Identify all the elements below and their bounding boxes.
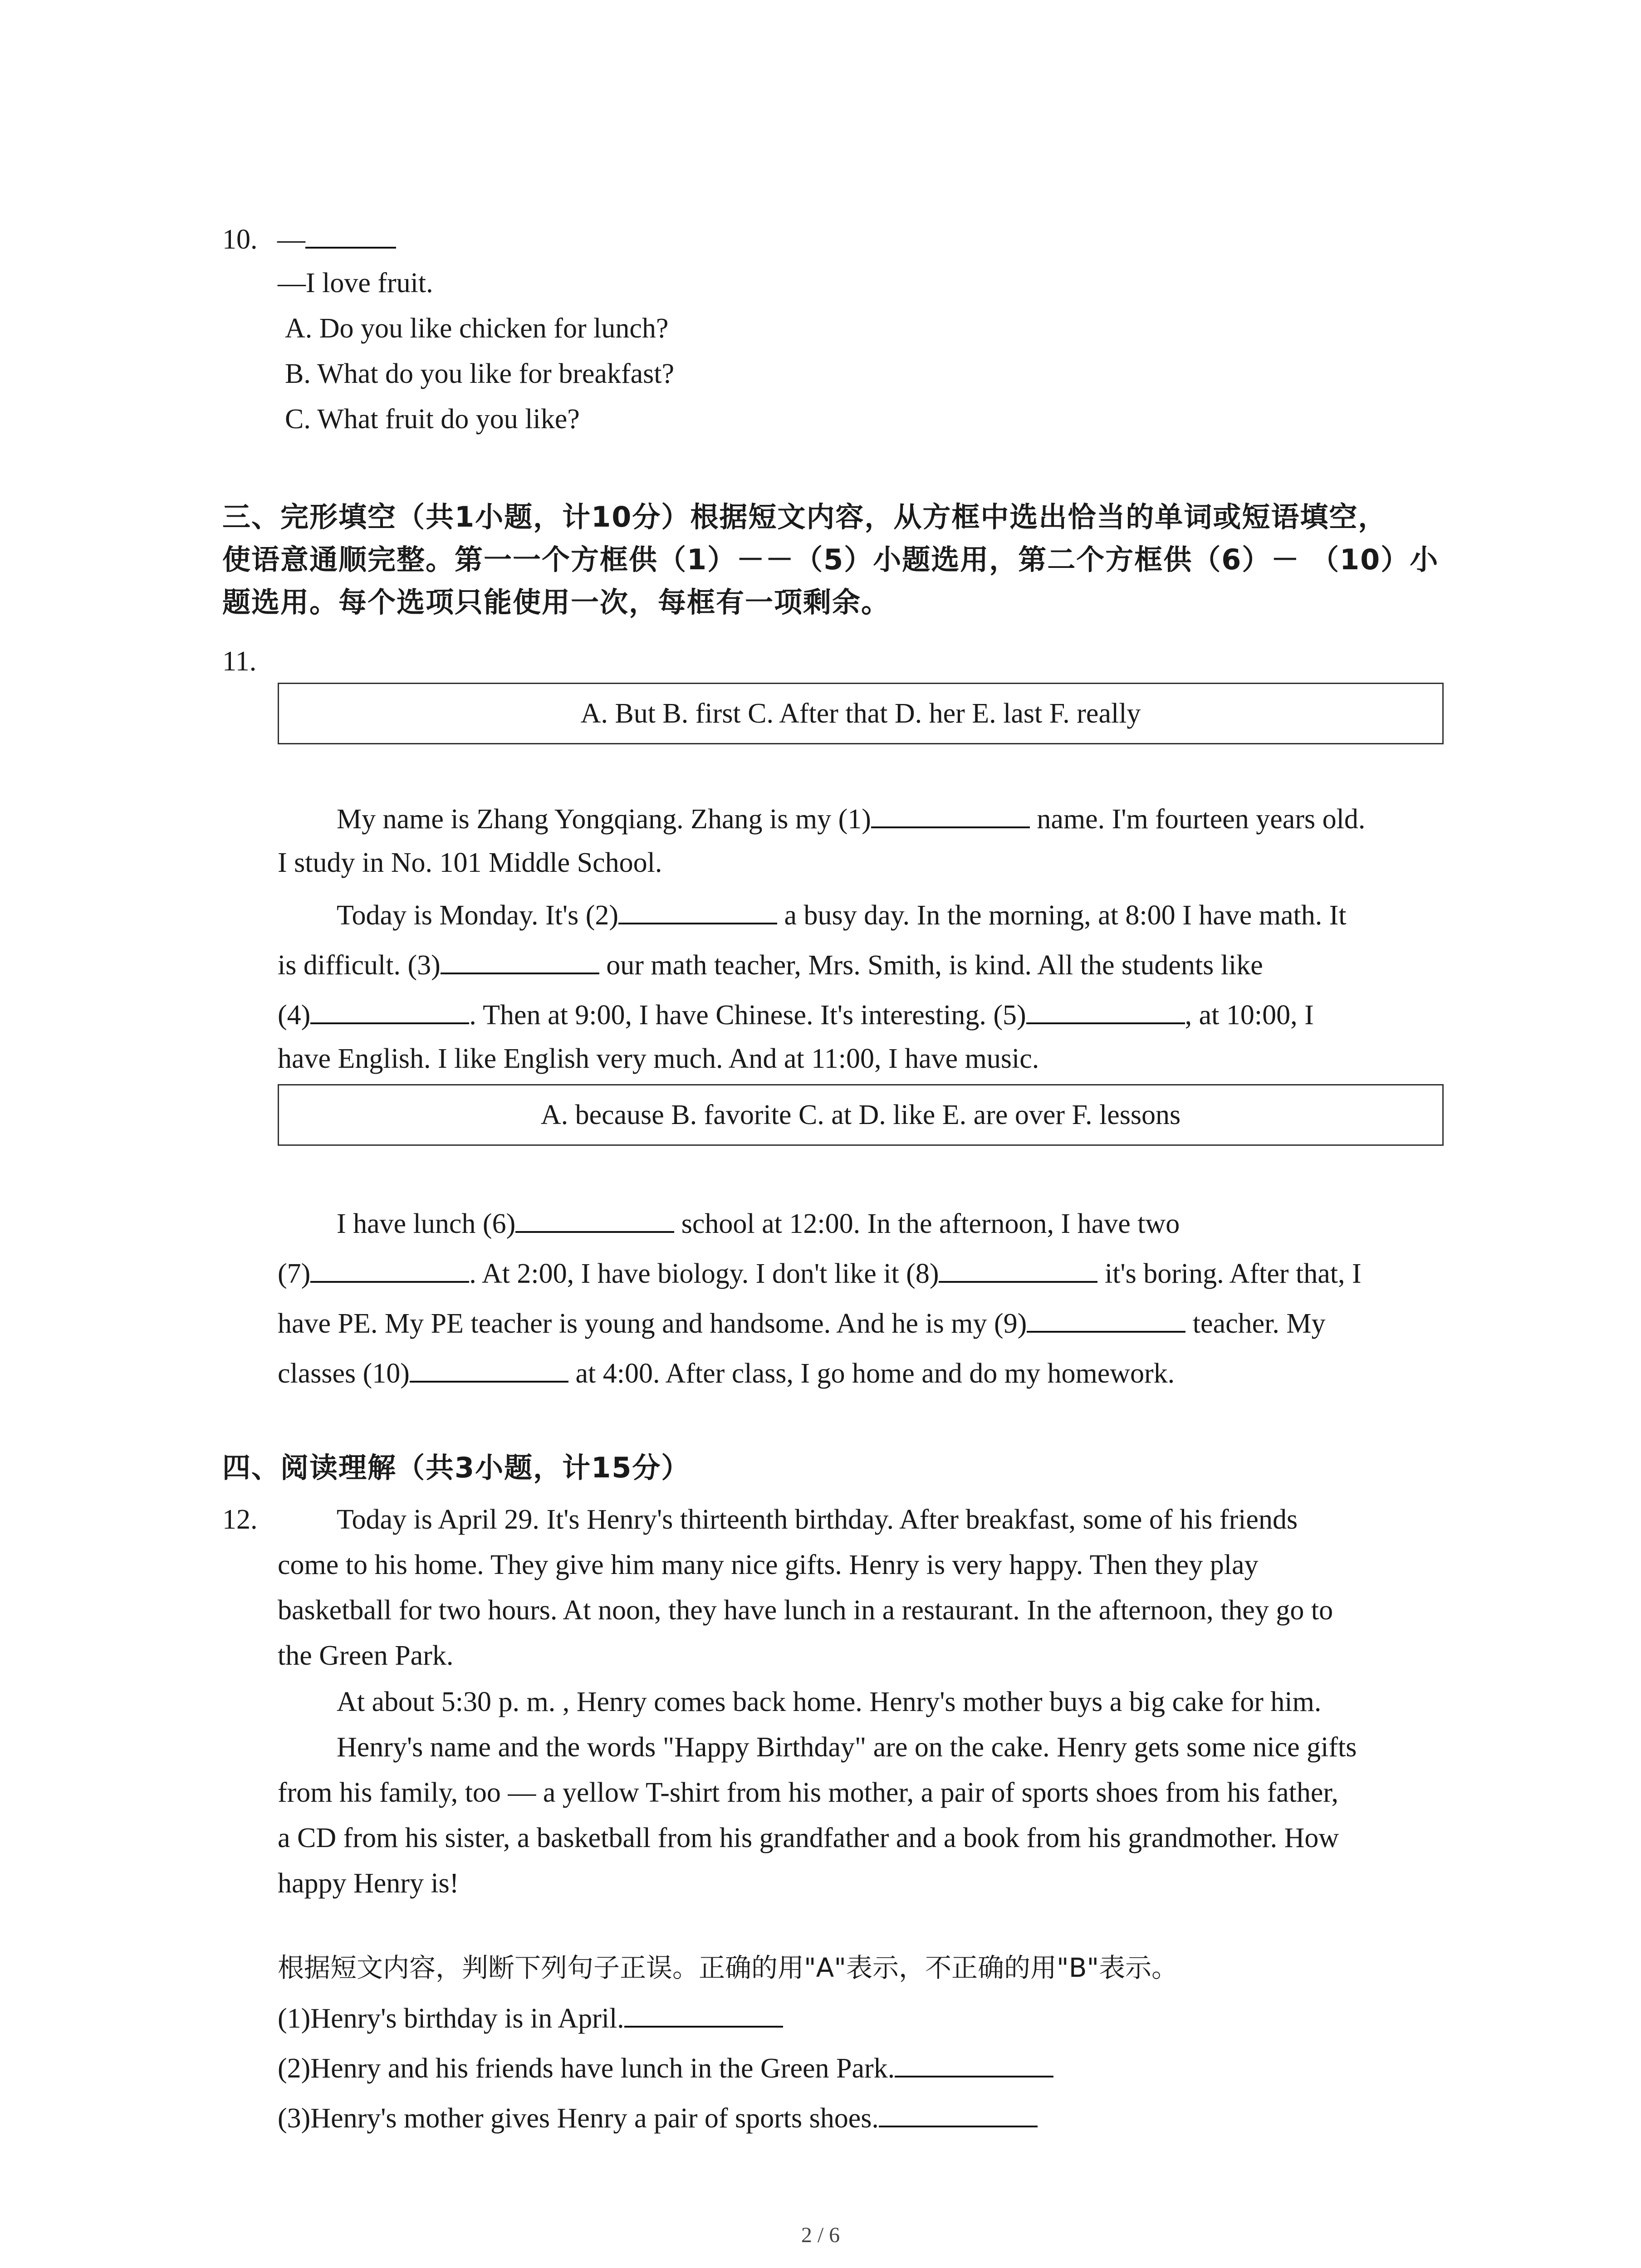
q10-option-a[interactable]: A. Do you like chicken for lunch? bbox=[285, 313, 669, 344]
q12-passage-line-6: Henry's name and the words "Happy Birthday" are on the cake. Henry gets some nice gifts bbox=[337, 1732, 1357, 1763]
page-number: 2 / 6 bbox=[801, 2223, 840, 2247]
q12-passage-line-2: come to his home. They give him many nice gifts. Henry is very happy. Then they play bbox=[278, 1549, 1259, 1580]
q11-word-box-1-text: A. But B. first C. After that D. her E. last F. really bbox=[580, 698, 1141, 729]
q12-passage-line-8: a CD from his sister, a basketball from his grandfather and a book from his grandmother. How bbox=[278, 1823, 1339, 1853]
q12-instruction: 根据短文内容，判断下列句子正误。正确的用"A"表示，不正确的用"B"表示。 bbox=[278, 1952, 1178, 1983]
q11-number: 11. bbox=[222, 646, 257, 677]
q11-p3-line2: (7) . At 2:00, I have biology. I don't like it (8) it's boring. After that, I bbox=[278, 1253, 1362, 1292]
q10-number: 10. bbox=[222, 224, 258, 255]
q12-answer-blank-1[interactable] bbox=[624, 1998, 783, 2028]
q11-blank-8[interactable] bbox=[939, 1253, 1097, 1283]
q12-passage-line-7: from his family, too — a yellow T-shirt from his mother, a pair of sports shoes from his father, bbox=[278, 1777, 1339, 1808]
q10-blank[interactable] bbox=[305, 219, 396, 249]
q11-blank-2[interactable] bbox=[618, 894, 777, 924]
q10-reply: —I love fruit. bbox=[278, 268, 433, 298]
section3-heading-line2: 使语意通顺完整。第一一个方框供（1）－－（5）小题选用，第二个方框供（6）－ （10）小 bbox=[222, 543, 1439, 576]
q12-number: 12. bbox=[222, 1504, 258, 1535]
q11-p3-line3: have PE. My PE teacher is young and handsome. And he is my (9) teacher. My bbox=[278, 1303, 1325, 1342]
q11-p1-line1: My name is Zhang Yongqiang. Zhang is my (1) name. I'm fourteen years old. bbox=[337, 798, 1365, 837]
q11-p2-line2: is difficult. (3) our math teacher, Mrs. Smith, is kind. All the students like bbox=[278, 944, 1263, 983]
q12-passage-line-9: happy Henry is! bbox=[278, 1868, 459, 1899]
q11-blank-6[interactable] bbox=[515, 1203, 674, 1233]
q11-blank-7[interactable] bbox=[310, 1253, 469, 1283]
q11-p2-line4: have English. I like English very much. And at 11:00, I have music. bbox=[278, 1043, 1039, 1074]
q10-prompt: — bbox=[277, 224, 396, 255]
q10-option-b[interactable]: B. What do you like for breakfast? bbox=[285, 358, 674, 389]
q11-blank-1[interactable] bbox=[871, 798, 1030, 828]
q11-p1-line2: I study in No. 101 Middle School. bbox=[278, 847, 662, 878]
q12-statement-2: (2)Henry and his friends have lunch in the Green Park. bbox=[278, 2048, 1053, 2087]
q11-p3-line1: I have lunch (6) school at 12:00. In the afternoon, I have two bbox=[337, 1203, 1180, 1242]
q12-passage-line-1: Today is April 29. It's Henry's thirteenth birthday. After breakfast, some of his friends bbox=[337, 1504, 1298, 1535]
q12-statement-3: (3)Henry's mother gives Henry a pair of sports shoes. bbox=[278, 2097, 1038, 2136]
q11-blank-3[interactable] bbox=[441, 944, 599, 974]
q11-p2-line1: Today is Monday. It's (2) a busy day. In the morning, at 8:00 I have math. It bbox=[337, 894, 1347, 934]
q11-word-box-2 bbox=[278, 1084, 1444, 1146]
q11-blank-4[interactable] bbox=[310, 994, 469, 1024]
q12-answer-blank-3[interactable] bbox=[879, 2097, 1038, 2127]
q12-statement-1: (1)Henry's birthday is in April. bbox=[278, 1998, 783, 2037]
section3-heading-line1: 三、完形填空（共1小题，计10分）根据短文内容，从方框中选出恰当的单词或短语填空， bbox=[222, 500, 1387, 533]
q11-p3-line4: classes (10) at 4:00. After class, I go home and do my homework. bbox=[278, 1353, 1175, 1392]
q10-option-c[interactable]: C. What fruit do you like? bbox=[285, 404, 580, 435]
q10-number-line bbox=[222, 219, 396, 258]
q11-blank-9[interactable] bbox=[1027, 1303, 1185, 1333]
q11-blank-5[interactable] bbox=[1026, 994, 1185, 1024]
q11-blank-10[interactable] bbox=[410, 1353, 568, 1383]
q12-passage-line-3: basketball for two hours. At noon, they have lunch in a restaurant. In the afternoon, they go to bbox=[278, 1595, 1333, 1626]
q11-word-box-2-text: A. because B. favorite C. at D. like E. are over F. lessons bbox=[540, 1099, 1181, 1130]
q12-answer-blank-2[interactable] bbox=[895, 2048, 1053, 2077]
q12-passage-line-5: At about 5:30 p. m. , Henry comes back home. Henry's mother buys a big cake for him. bbox=[337, 1686, 1322, 1717]
section4-heading: 四、阅读理解（共3小题，计15分） bbox=[222, 1451, 691, 1484]
q11-word-box-1 bbox=[278, 683, 1444, 744]
q11-p2-line3: (4) . Then at 9:00, I have Chinese. It's interesting. (5) , at 10:00, I bbox=[278, 994, 1314, 1033]
section3-heading-line3: 题选用。每个选项只能使用一次，每框有一项剩余。 bbox=[222, 586, 891, 619]
q12-passage-line-4: the Green Park. bbox=[278, 1640, 454, 1671]
